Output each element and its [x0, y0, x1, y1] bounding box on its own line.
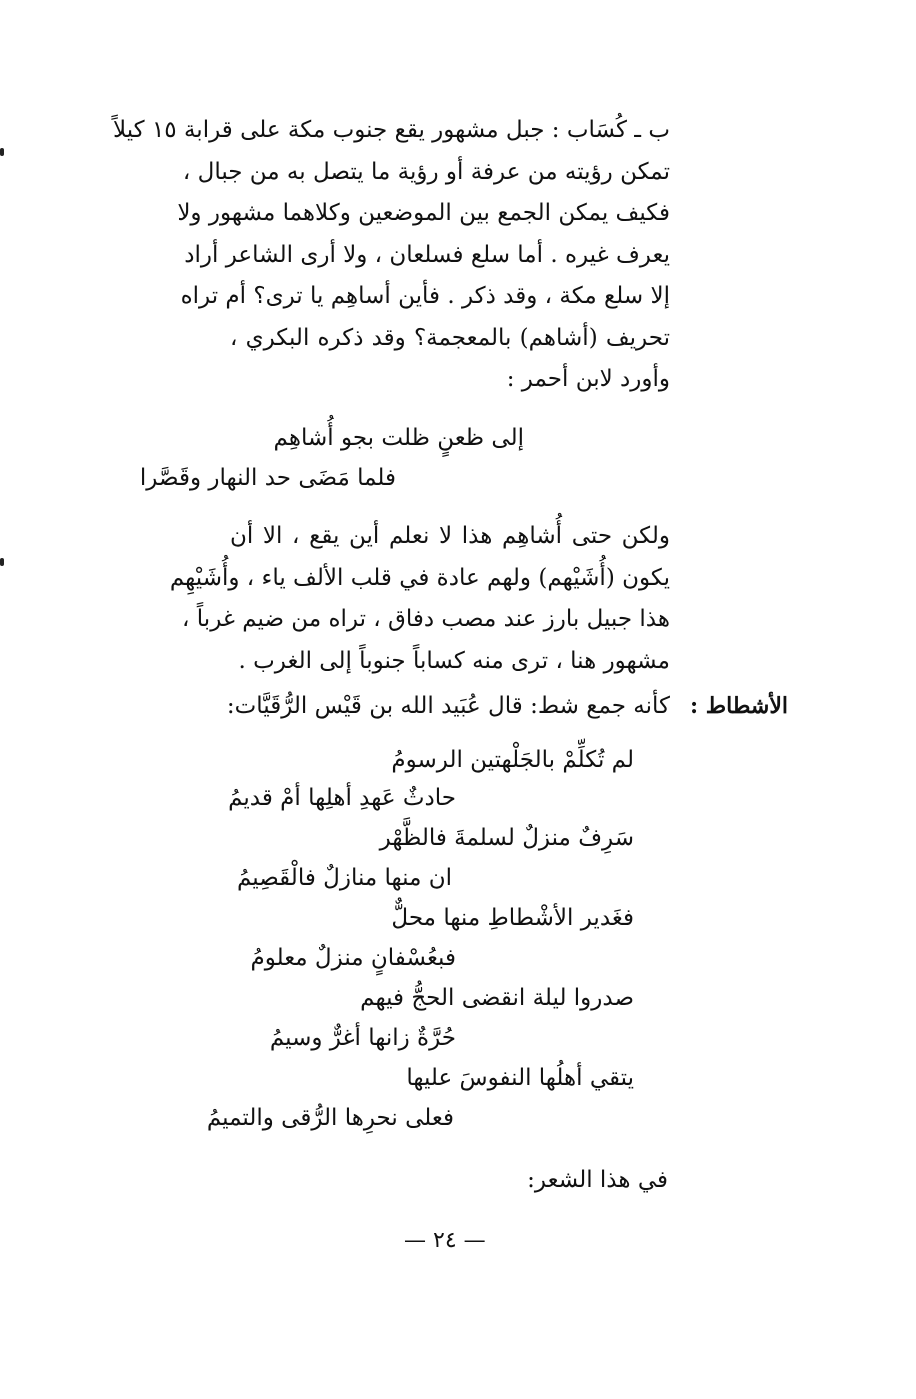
poem-line: فغَدير الأشْطاطِ منها محلٌّ	[391, 905, 634, 931]
poem-line: سَرِفٌ منزلٌ لسلمةَ فالظَّهْر	[379, 825, 634, 851]
entry-kusab	[113, 110, 670, 401]
poem-line: فبعُسْفانٍ منزلٌ معلومُ	[250, 945, 456, 971]
scan-mark	[0, 148, 4, 156]
poem-line: صدروا ليلة انقضى الحجُّ فيهم	[360, 985, 634, 1011]
text-line: تحريف (أشاهم) بالمعجمة؟ وقد ذكره البكري ،	[230, 324, 670, 351]
text-line: فكيف يمكن الجمع بين الموضعين وكلاهما مشهور ولا	[177, 200, 670, 226]
text-line: إلا سلع مكة ، وقد ذكر . فأين أساهِم يا ترى؟ أم تراه	[180, 283, 670, 309]
scan-mark	[0, 558, 4, 566]
poem-line: يتقي أهلُها النفوسَ عليها	[406, 1065, 634, 1091]
text-line: مشهور هنا ، ترى منه كساباً جنوباً إلى الغرب .	[238, 647, 670, 674]
text-line: ولكن حتى أُشاهِم هذا لا نعلم أين يقع ، الا أن	[230, 523, 670, 549]
paragraph-ushayhim	[169, 516, 670, 682]
page-number: — ٢٤ —	[404, 1228, 486, 1253]
verse-first-hemistich: إلى ظعنٍ ظلت بجو أُشاهِم	[273, 425, 524, 451]
verse-second-hemistich: فلما مَضَى حد النهار وقَصَّرا	[139, 465, 396, 491]
poem-line: ان منها منازلٌ فالْقَصِيمُ	[236, 865, 452, 891]
text-line: يكون (أُشَيْهم) ولهم عادة في قلب الألف ياء ، وأُشَيْهِم	[169, 564, 670, 591]
entry-term-ashtat: الأشطاط :	[690, 693, 788, 719]
entry-text-ashtat: كأنه جمع شط: قال عُبَيد الله بن قَيْس الرُّقَيَّات:	[226, 693, 670, 719]
poem-line: لم تُكلِّمْ بالجَلْهتين الرسومُ	[391, 747, 634, 773]
text-line: وأورد لابن أحمر :	[506, 366, 670, 392]
closing-line: في هذا الشعر:	[527, 1167, 668, 1193]
poem-line: حُرَّةٌ زانها أغرٌّ وسيمُ	[269, 1025, 456, 1051]
text-line: هذا جبيل بارز عند مصب دفاق ، تراه من ضيم غرباً ،	[182, 606, 670, 632]
poem-line: حادثٌ عَهدِ أهلِها أمْ قديمُ	[228, 785, 456, 811]
text-line: يعرف غيره . أما سلع فسلعان ، ولا أرى الشاعر أراد	[184, 241, 670, 268]
poem-line: فعلى نحرِها الرُّقى والتميمُ	[206, 1105, 454, 1131]
text-line: تمكن رؤيته من عرفة أو رؤية ما يتصل به من جبال ،	[182, 158, 670, 185]
text-line: ب ـ كُسَاب : جبل مشهور يقع جنوب مكة على قرابة ١٥ كيلاً	[113, 117, 670, 143]
